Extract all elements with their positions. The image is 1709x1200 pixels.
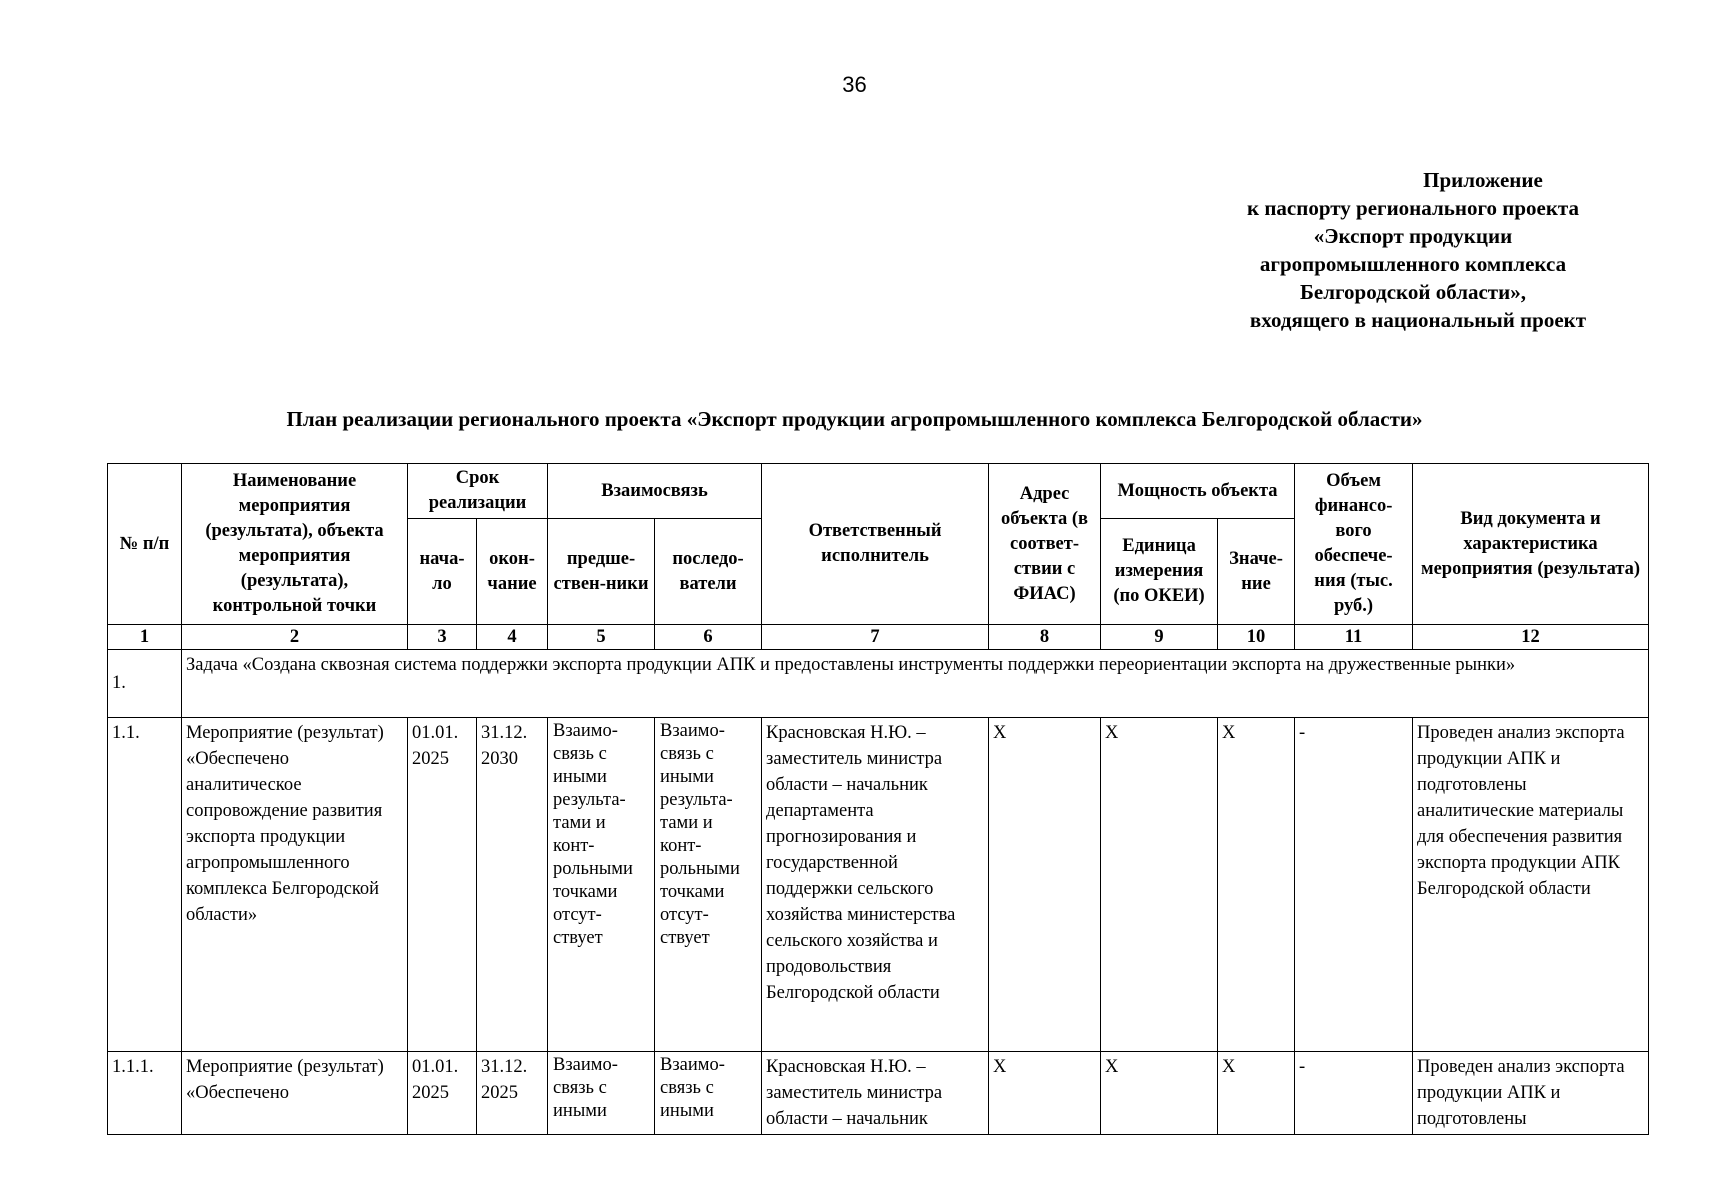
appendix-line: Приложение: [1423, 168, 1543, 192]
header-address: Адрес объекта (в соответ-ствии с ФИАС): [989, 464, 1101, 625]
row-num: 1.1.1.: [108, 1052, 182, 1135]
header-unit: Единица измерения (по ОКЕИ): [1101, 519, 1218, 625]
header-term-end: окон-чание: [477, 519, 548, 625]
row-address: X: [989, 718, 1101, 1052]
header-responsible: Ответственный исполнитель: [762, 464, 989, 625]
column-number: 6: [655, 625, 762, 650]
table-row: [108, 1052, 1649, 1135]
header-link-next: последо-ватели: [655, 519, 762, 625]
task-num: 1.: [108, 650, 182, 718]
column-number: 11: [1295, 625, 1413, 650]
header-term-start: нача-ло: [408, 519, 477, 625]
task-row: [108, 650, 1649, 718]
column-number: 1: [108, 625, 182, 650]
plan-title: План реализации регионального проекта «Экспорт продукции агропромышленного комплекса Белгородской области»: [286, 407, 1423, 431]
row-responsible: Красновская Н.Ю. – заместитель министра области – начальник департамента прогнозирования и государственной поддержки сельского хозяйства министерства сельского хозяйства и продовольствия Белгородской области: [762, 718, 989, 1052]
appendix-line: агропромышленного комплекса: [1259, 252, 1567, 276]
column-number: 7: [762, 625, 989, 650]
header-funding: Объем финансо-вого обеспече-ния (тыс. руб.): [1295, 464, 1413, 625]
header-value: Значе-ние: [1218, 519, 1295, 625]
row-value: X: [1218, 1052, 1295, 1135]
row-prev: Взаимо-связь с иными результа-тами и конт-рольными точками отсут-ствует: [548, 718, 655, 1052]
header-term: Срок реализации: [408, 464, 548, 519]
row-end: 31.12. 2030: [477, 718, 548, 1052]
header-name: Наименование мероприятия (результата), объекта мероприятия (результата), контрольной точки: [182, 464, 408, 625]
row-name: Мероприятие (результат) «Обеспечено аналитическое сопровождение развития экспорта продукции агропромышленного комплекса Белгородской области»: [182, 718, 408, 1052]
row-start: 01.01. 2025: [408, 1052, 477, 1135]
row-unit: X: [1101, 1052, 1218, 1135]
column-number: 3: [408, 625, 477, 650]
row-doc: Проведен анализ экспорта продукции АПК и подготовлены: [1413, 1052, 1649, 1135]
page-number: 36: [842, 72, 867, 97]
column-number: 8: [989, 625, 1101, 650]
row-end: 31.12. 2025: [477, 1052, 548, 1135]
row-name: Мероприятие (результат) «Обеспечено: [182, 1052, 408, 1135]
row-responsible: Красновская Н.Ю. – заместитель министра области – начальник: [762, 1052, 989, 1135]
appendix-block: [1173, 166, 1653, 334]
table-row: [108, 718, 1649, 1052]
appendix-line: Белгородской области»,: [1300, 280, 1526, 304]
column-number: 5: [548, 625, 655, 650]
row-num: 1.1.: [108, 718, 182, 1052]
header-doc: Вид документа и характеристика мероприятия (результата): [1413, 464, 1649, 625]
header-link-prev: предше-ствен-ники: [548, 519, 655, 625]
column-number: 12: [1413, 625, 1649, 650]
row-funding: -: [1295, 718, 1413, 1052]
column-number: 4: [477, 625, 548, 650]
row-address: X: [989, 1052, 1101, 1135]
appendix-line: входящего в национальный проект: [1249, 308, 1587, 332]
appendix-line: «Экспорт продукции: [1313, 224, 1513, 248]
row-funding: -: [1295, 1052, 1413, 1135]
header-capacity: Мощность объекта: [1101, 464, 1295, 519]
header-num: № п/п: [108, 464, 182, 625]
row-next: Взаимо-связь с иными результа-тами и конт-рольными точками отсут-ствует: [655, 718, 762, 1052]
row-start: 01.01. 2025: [408, 718, 477, 1052]
column-number-row: [108, 625, 1649, 650]
column-number: 9: [1101, 625, 1218, 650]
row-next: Взаимо-связь с иными: [655, 1052, 762, 1135]
row-value: X: [1218, 718, 1295, 1052]
header-row: [108, 464, 1649, 519]
plan-table: [107, 463, 1649, 1135]
task-text: Задача «Создана сквозная система поддержки экспорта продукции АПК и предоставлены инструменты поддержки переориентации экспорта на дружественные рынки»: [182, 650, 1649, 718]
header-link: Взаимосвязь: [548, 464, 762, 519]
appendix-line: к паспорту регионального проекта: [1246, 196, 1579, 220]
row-doc: Проведен анализ экспорта продукции АПК и подготовлены аналитические материалы для обеспечения развития экспорта продукции АПК Белгородской области: [1413, 718, 1649, 1052]
column-number: 10: [1218, 625, 1295, 650]
column-number: 2: [182, 625, 408, 650]
row-unit: X: [1101, 718, 1218, 1052]
row-prev: Взаимо-связь с иными: [548, 1052, 655, 1135]
